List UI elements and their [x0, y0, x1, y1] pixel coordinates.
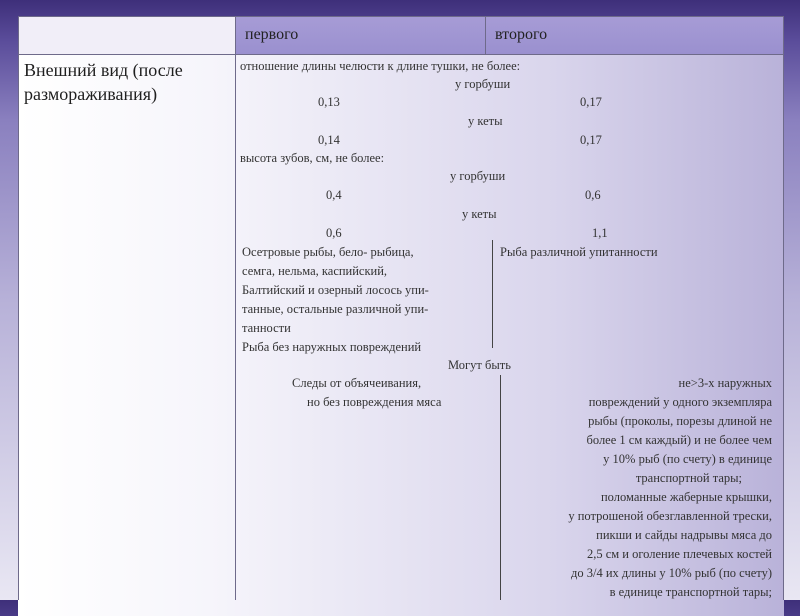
table-border-right	[783, 16, 784, 600]
mogut-byt: Могут быть	[448, 358, 511, 372]
right-line-2: повреждений у одного экземпляра	[588, 395, 772, 409]
header-first-grade: первого	[245, 26, 299, 43]
value-first-1: 0,13	[318, 95, 340, 109]
left-block-line-3: Балтийский и озерный лосось упи-	[242, 283, 429, 297]
column-separator-2	[500, 375, 501, 600]
left-block-line-1: Осетровые рыбы, бело- рыбица,	[242, 245, 414, 259]
left-block-line-2: семга, нельма, каспийский,	[242, 264, 388, 278]
left-block-line-4: танные, остальные различной упи-	[242, 302, 429, 316]
right-line-12: в единице транспортной тары;	[609, 585, 772, 599]
right-block-title: Рыба различной упитанности	[500, 245, 658, 259]
keta-label-2: у кеты	[462, 207, 497, 221]
sledy-line-1: Следы от объячеивания,	[292, 376, 422, 390]
gorbusha-label-1: у горбуши	[455, 77, 511, 91]
right-line-7: поломанные жаберные крышки,	[600, 490, 772, 504]
value-first-3: 0,4	[326, 188, 342, 202]
right-line-9: пикши и сайды надрывы мяса до	[596, 528, 772, 542]
right-line-4: более 1 см каждый) и не более чем	[586, 433, 772, 447]
row-label: Внешний вид (после размораживания)	[24, 60, 183, 104]
value-second-2: 0,17	[580, 133, 602, 147]
right-line-8: у потрошеной обезглавленной трески,	[568, 509, 772, 523]
header-bottom-line	[18, 54, 784, 55]
gorbusha-label-2: у горбуши	[450, 169, 506, 183]
value-second-3: 0,6	[585, 188, 601, 202]
value-first-4: 0,6	[326, 226, 342, 240]
value-first-2: 0,14	[318, 133, 340, 147]
keta-label-1: у кеты	[468, 114, 503, 128]
right-line-11: до 3/4 их длины у 10% рыб (по счету)	[570, 566, 772, 580]
left-block-line-6: Рыба без наружных повреждений	[242, 340, 422, 354]
right-line-3: рыбы (проколы, порезы длиной не	[588, 414, 772, 428]
value-second-1: 0,17	[580, 95, 602, 109]
column-separator-1	[492, 240, 493, 348]
table-border-left	[18, 16, 19, 600]
header-divider	[485, 16, 486, 54]
header-empty-cell	[18, 16, 235, 54]
table-divider-label	[235, 16, 236, 600]
right-line-5: у 10% рыб (по счету) в единице	[603, 452, 772, 466]
table-border-top	[18, 16, 784, 17]
sledy-line-2: но без повреждения мяса	[307, 395, 442, 409]
right-line-6: транспортной тары;	[635, 471, 742, 485]
right-line-10: 2,5 см и оголение плечевых костей	[586, 547, 772, 561]
left-block-line-5: танности	[242, 321, 291, 335]
teeth-title: высота зубов, см, не более:	[240, 151, 385, 165]
value-second-4: 1,1	[592, 226, 608, 240]
header-second-grade: второго	[495, 26, 548, 43]
ratio-title: отношение длины челюсти к длине тушки, не более:	[240, 59, 521, 73]
right-line-1: не>3-х наружных	[678, 376, 772, 390]
